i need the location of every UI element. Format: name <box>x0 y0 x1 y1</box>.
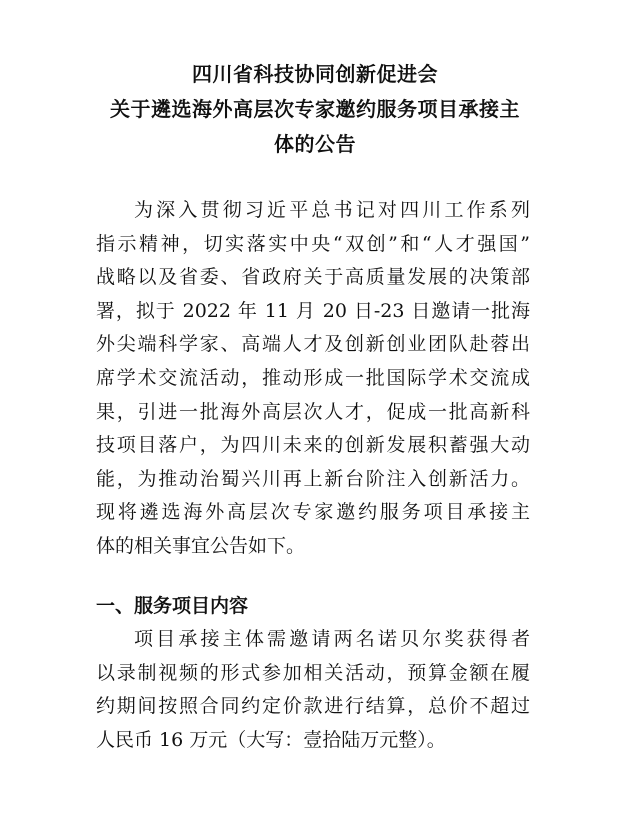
intro-line-2: 指示精神，切实落实中央“双创”和“人才强国” <box>96 233 530 255</box>
intro-line-11: 体的相关事宜公告如下。 <box>96 535 306 557</box>
intro-line-10: 现将遴选海外高层次专家邀约服务项目承接主 <box>96 501 530 523</box>
intro-line-5: 外尖端科学家、高端人才及创新创业团队赴蓉出 <box>96 333 530 355</box>
intro-line-3: 战略以及省委、省政府关于高质量发展的决策部 <box>96 266 530 288</box>
intro-line-9: 能，为推动治蜀兴川再上新台阶注入创新活力。 <box>96 468 530 490</box>
section1-line-1: 项目承接主体需邀请两名诺贝尔奖获得者 <box>134 628 530 650</box>
section1-line-3: 约期间按照合同约定价款进行结算，总价不超过 <box>96 695 530 717</box>
intro-line-1: 为深入贯彻习近平总书记对四川工作系列 <box>134 199 530 221</box>
intro-line-8: 技项目落户，为四川未来的创新发展积蓄强大动 <box>96 434 530 456</box>
title-line-2: 关于遴选海外高层次专家邀约服务项目承接主 <box>110 97 520 121</box>
intro-line-7: 果，引进一批海外高层次人才，促成一批高新科 <box>96 401 530 423</box>
section1-line-2: 以录制视频的形式参加相关活动，预算金额在履 <box>96 662 530 684</box>
intro-line-4: 署，拟于 2022 年 11 月 20 日-23 日邀请一批海 <box>96 300 530 322</box>
intro-line-6: 席学术交流活动，推动形成一批国际学术交流成 <box>96 367 530 389</box>
section1-line-4: 人民币 16 万元（大写：壹拾陆万元整）。 <box>96 729 446 751</box>
title-line-3: 体的公告 <box>274 132 356 156</box>
section-heading-1: 一、服务项目内容 <box>96 595 249 617</box>
title-line-1: 四川省科技协同创新促进会 <box>192 62 438 86</box>
